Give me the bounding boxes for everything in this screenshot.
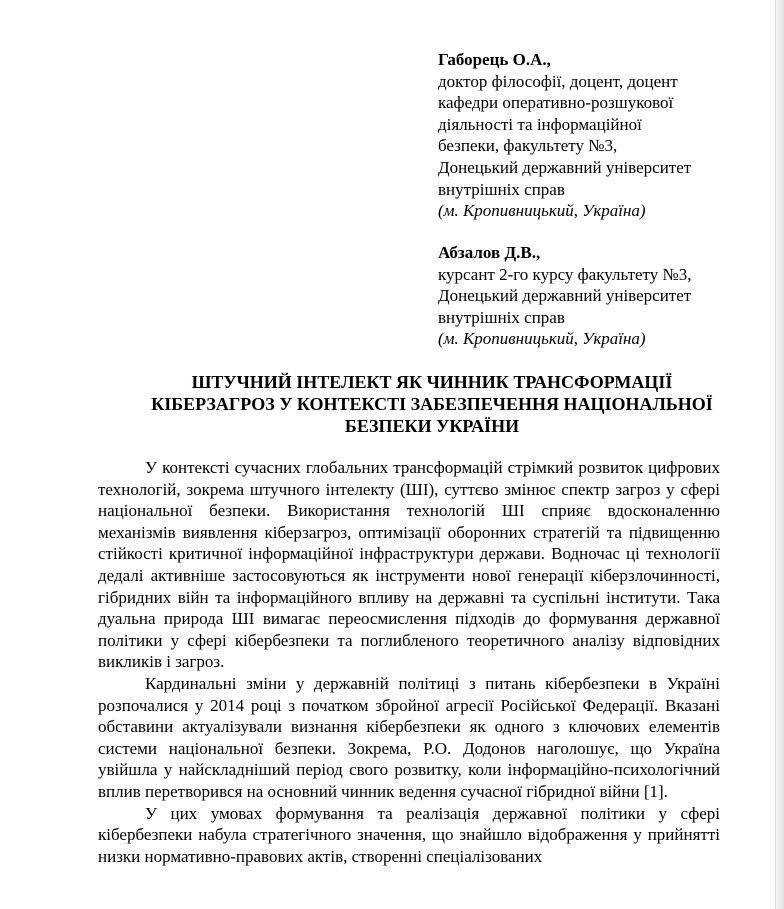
author-name: Абзалов Д.В., [438, 243, 541, 262]
author-affiliation-line: доктор філософії, доцент, доцент [438, 71, 678, 91]
article-title-line: КІБЕРЗАГРОЗ У КОНТЕКСТІ ЗАБЕЗПЕЧЕННЯ НАЦІОНАЛЬНОЇ [151, 394, 713, 414]
body-paragraph: У цих умовах формування та реалізація державної політики у сфері кібербезпеки набула стратегічного значення, що знайшло відображення у прийнятті низки нормативно-правових актів, створенні спеціалізованих [98, 803, 720, 866]
author-affiliation-line: внутрішніх справ [438, 179, 565, 199]
article-body [98, 457, 720, 867]
author-block-2 [438, 242, 720, 350]
author-affiliation-line: курсант 2-го курсу факультету №3, [438, 264, 692, 284]
author-affiliation-line: безпеки, факультету №3, [438, 136, 618, 156]
page-edge [775, 0, 784, 909]
author-city: (м. Кропивницький, Україна) [438, 201, 646, 221]
article-title [98, 371, 766, 437]
author-affiliation-line: кафедри оперативно-розшукової [438, 93, 674, 113]
article-title-line: БЕЗПЕКИ УКРАЇНИ [344, 416, 520, 436]
author-affiliation-line: Донецький державний університет [438, 286, 692, 306]
body-paragraph: У контексті сучасних глобальних трансформацій стрімкий розвиток цифрових технологій, зокрема штучного інтелекту (ШІ), суттєво змінює спектр загроз у сфері національної безпеки. Використання технологій ШІ сприяє вдосконаленню механізмів виявлення кіберзагроз, оптимізації оборонних стратегій та підвищенню стійкості критичної інформаційної інфраструктури держави. Водночас ці технології дедалі активніше застосовуються як інструменти нової генерації кіберзлочинності, гібридних війн та інформаційного впливу на державні та суспільні інститути. Така дуальна природа ШІ вимагає переосмислення підходів до формування державної політики у сфері кібербезпеки та поглибленого теоретичного аналізу відповідних викликів і загроз. [98, 458, 720, 672]
body-paragraph: Кардинальні зміни у державній політиці з питань кібербезпеки в Україні розпочалися у 2014 році з початком збройної агресії Російської Федерації. Вказані обставини актуалізували визнання кібербезпеки як одного з ключових елементів системи національної безпеки. Зокрема, Р.О. Додонов наголошує, що Україна увійшла у найскладніший період свого розвитку, коли інформаційно-психологічний вплив перетворився на основний чинник ведення сучасної гібридної війни [1]. [98, 673, 720, 801]
author-city: (м. Кропивницький, Україна) [438, 329, 646, 349]
author-affiliation-line: діяльності та інформаційної [438, 114, 642, 134]
author-block-1 [438, 49, 720, 222]
article-title-line: ШТУЧНИЙ ІНТЕЛЕКТ ЯК ЧИННИК ТРАНСФОРМАЦІЇ [191, 372, 673, 392]
author-affiliation-line: Донецький державний університет [438, 157, 692, 177]
author-name: Габорець О.А., [438, 50, 551, 69]
author-affiliation-line: внутрішніх справ [438, 307, 565, 327]
